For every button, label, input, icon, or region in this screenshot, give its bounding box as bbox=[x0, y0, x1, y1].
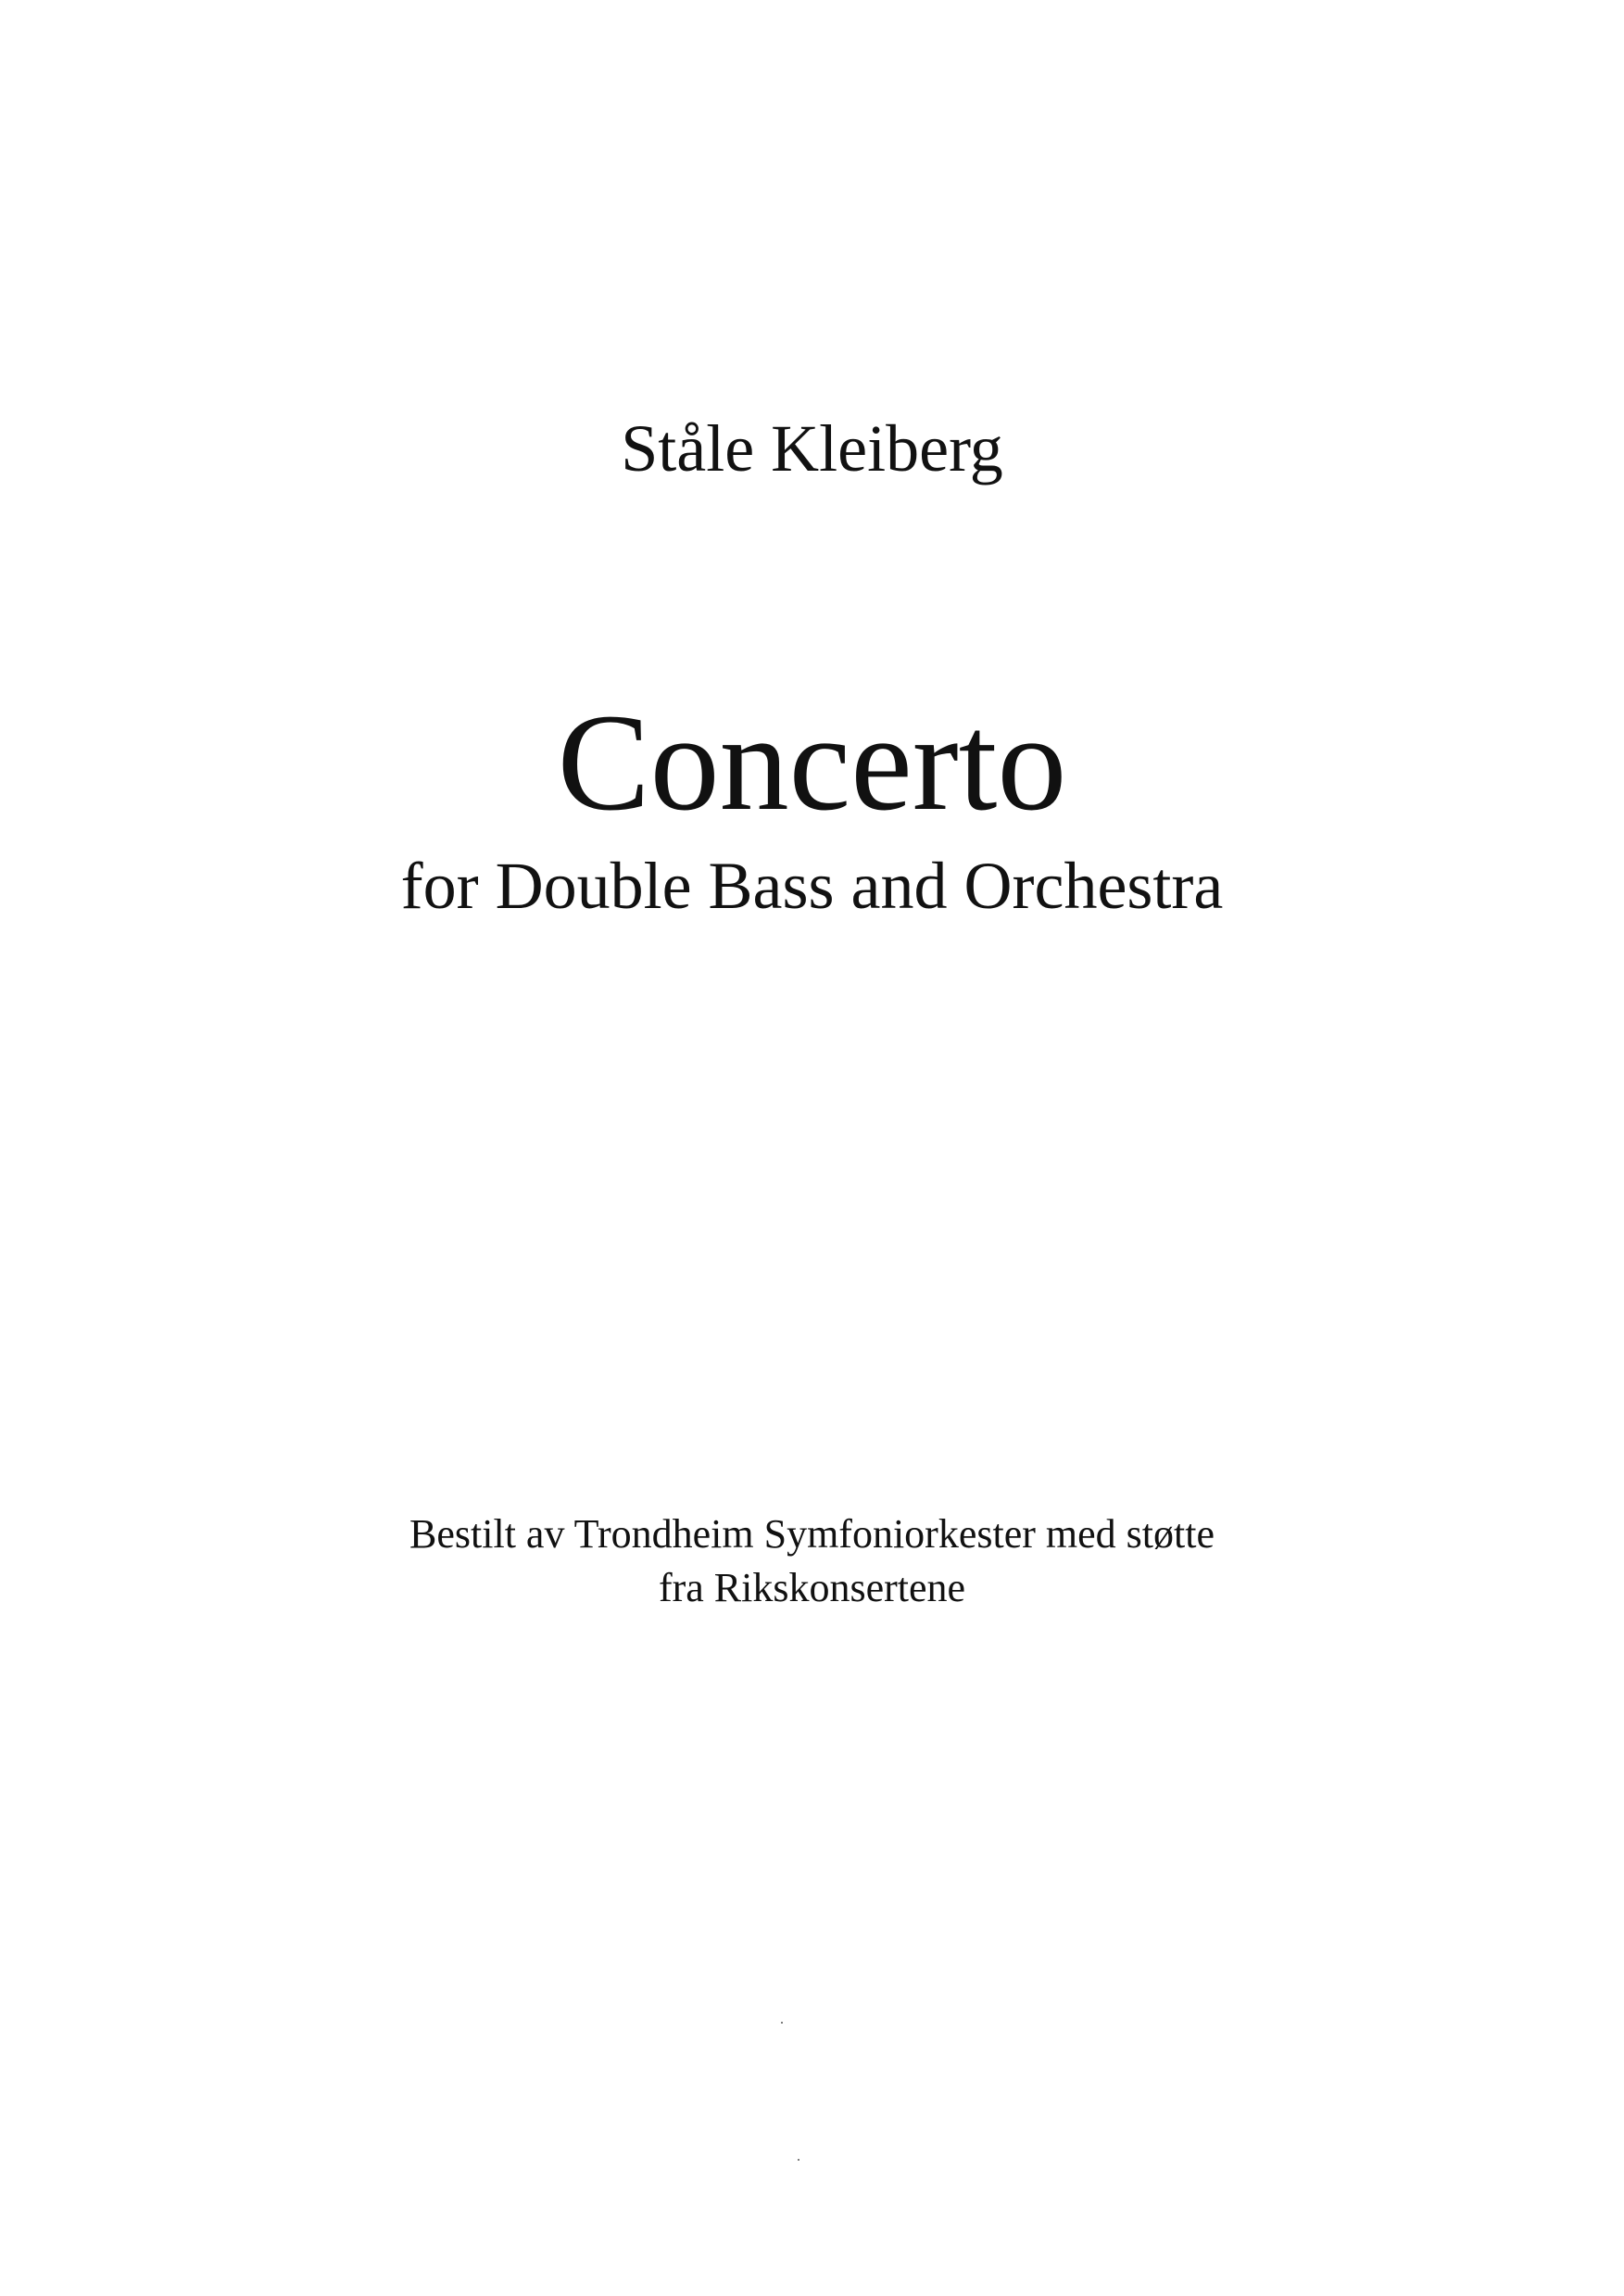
work-subtitle: for Double Bass and Orchestra bbox=[400, 849, 1224, 923]
scan-speck bbox=[798, 2159, 799, 2161]
commission-note bbox=[0, 1508, 1624, 1615]
commission-line-2: fra Rikskonsertene bbox=[658, 1565, 966, 1610]
commission-line-1: Bestilt av Trondheim Symfoniorkester med støtte bbox=[409, 1511, 1215, 1557]
work-title: Concerto bbox=[557, 686, 1067, 839]
scan-speck bbox=[781, 2022, 783, 2024]
composer-name: Ståle Kleiberg bbox=[621, 411, 1003, 486]
